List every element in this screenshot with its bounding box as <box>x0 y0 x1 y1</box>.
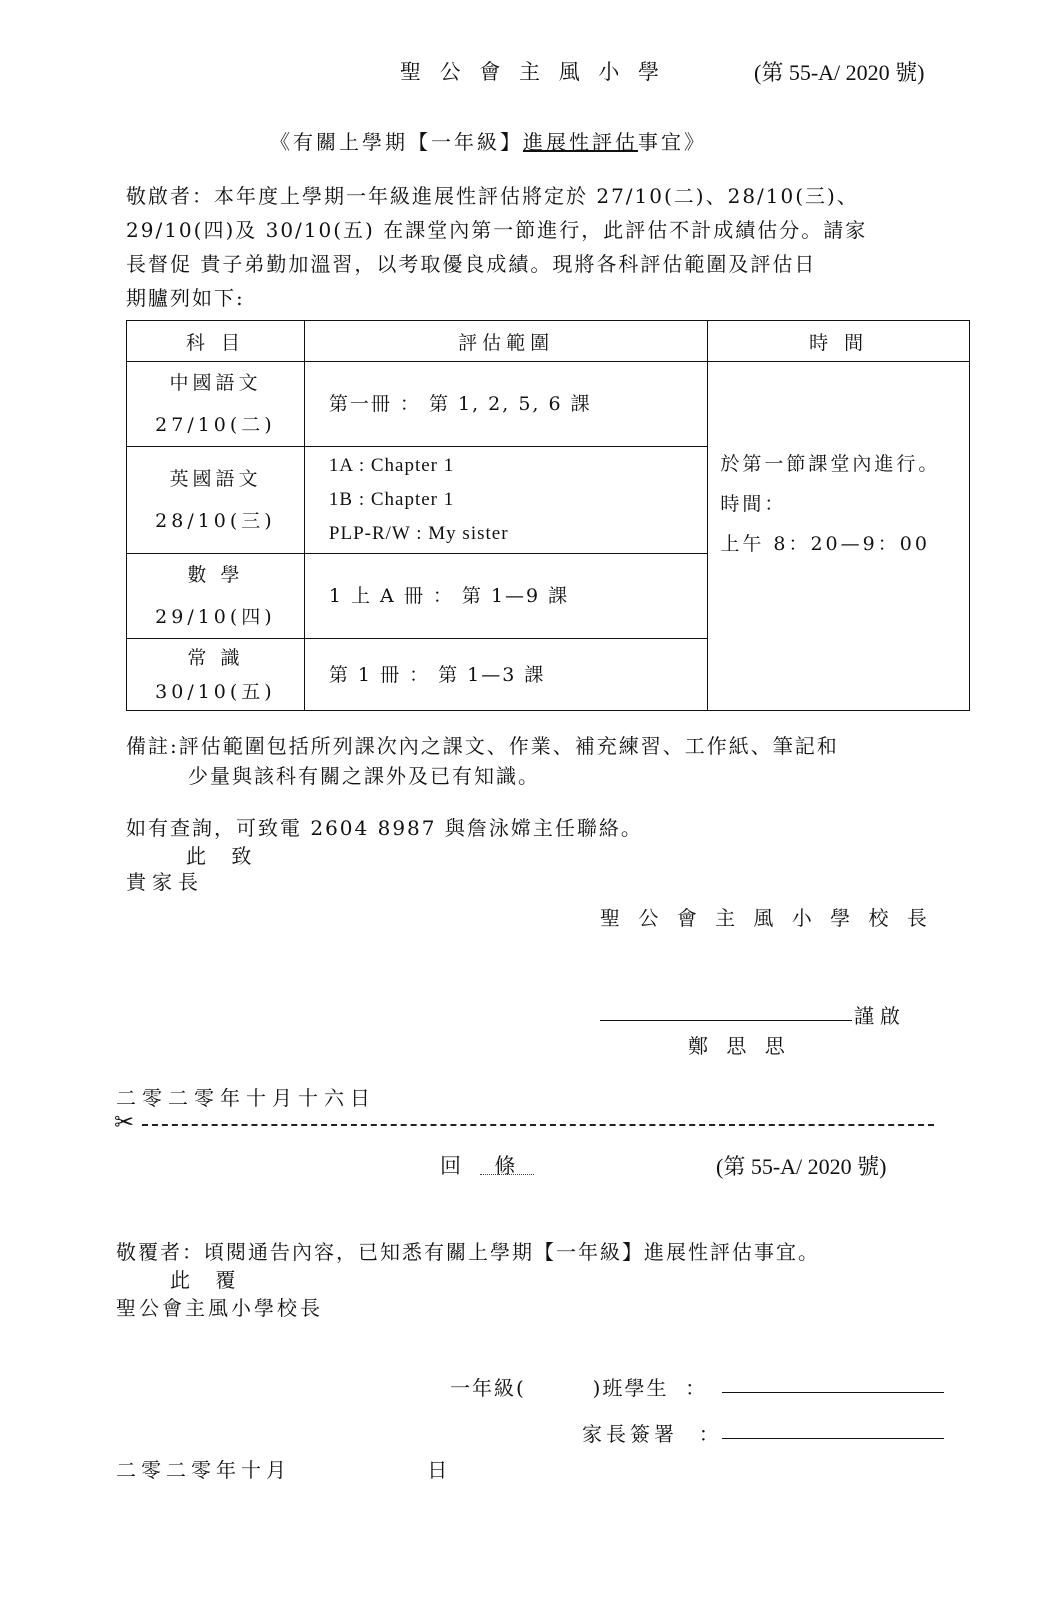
subject-cell <box>127 639 305 711</box>
header-subject: 科 目 <box>127 321 305 362</box>
subject-name: 數 學 <box>187 564 244 586</box>
body-line-4: 期臚列如下: <box>126 286 245 310</box>
jin-qi: 謹啟 <box>854 1004 906 1028</box>
cut-line <box>142 1124 934 1126</box>
time-line-2: 時間： <box>720 493 787 515</box>
reply-title: 回 條 <box>440 1154 516 1178</box>
title-open: 《有關上學期【一年級】 <box>270 130 523 154</box>
recipient: 貴家長 <box>126 870 204 894</box>
subject-name: 中國語文 <box>169 372 262 394</box>
contact-info: 如有查詢，可致電 2604 8987 與詹泳嫦主任聯絡。 <box>126 816 643 840</box>
reply-title-underline <box>480 1174 534 1175</box>
principal-name: 鄭 思 思 <box>688 1034 791 1058</box>
scope-line: 第 1 冊 ： 第 1—3 課 <box>328 663 546 686</box>
subject-cell <box>127 447 305 554</box>
student-field[interactable] <box>722 1392 944 1393</box>
scope-line: 1A : Chapter 1 <box>328 455 455 476</box>
scope-cell <box>304 362 707 447</box>
parent-signature-label: 家長簽署 ： <box>582 1422 723 1446</box>
notice-date: 二零二零年十月十六日 <box>116 1086 376 1110</box>
subject-name: 英國語文 <box>169 468 262 490</box>
time-line-3: 上午 8：20—9：00 <box>720 533 930 555</box>
subject-cell <box>127 362 305 447</box>
time-line-1: 於第一節課堂內進行。 <box>720 453 941 475</box>
remarks-line-1: 備註:評估範圍包括所列課次內之課文、作業、補充練習、工作紙、筆記和 <box>126 734 839 758</box>
reply-line-1: 敬覆者：頃閱通告內容，已知悉有關上學期【一年級】進展性評估事宜。 <box>116 1240 820 1264</box>
scope-cell <box>304 554 707 639</box>
body-line-1: 敬啟者：本年度上學期一年級進展性評估將定於 27/10(二)、28/10(三)、 <box>126 184 859 208</box>
title-underlined: 進展性評估 <box>523 130 638 154</box>
parent-signature-field[interactable] <box>722 1438 944 1439</box>
scope-line: 1B : Chapter 1 <box>328 489 455 510</box>
subject-cell <box>127 554 305 639</box>
scope-cell <box>304 639 707 711</box>
reply-ci-fu: 此 覆 <box>170 1268 236 1292</box>
table-row <box>127 362 970 447</box>
scope-line: 1 上 A 冊 ： 第 1—9 課 <box>328 585 570 607</box>
subject-date: 27/10(二) <box>155 414 276 436</box>
notice-title <box>270 126 707 155</box>
body-line-2: 29/10(四)及 30/10(五) 在課堂內第一節進行，此評估不計成績估分。請家 <box>126 218 868 242</box>
reply-reference-number: (第 55-A/ 2020 號) <box>716 1154 887 1179</box>
subject-date: 29/10(四) <box>155 606 276 628</box>
table-header-row <box>127 321 970 362</box>
scope-cell <box>304 447 707 554</box>
school-name: 聖 公 會 主 風 小 學 <box>400 60 666 84</box>
body-line-3: 長督促 貴子弟勤加溫習，以考取優良成績。現將各科評估範圍及評估日 <box>126 252 817 276</box>
subject-name: 常 識 <box>187 646 244 669</box>
reply-date: 二零二零年十月 日 <box>116 1458 453 1482</box>
closing-ci-zhi: 此 致 <box>186 844 252 868</box>
scope-line: PLP-R/W : My sister <box>328 523 509 544</box>
sender: 聖 公 會 主 風 小 學 校 長 <box>600 906 933 930</box>
header-scope: 評估範圍 <box>304 321 707 362</box>
subject-date: 28/10(三) <box>155 510 276 532</box>
scissors-icon: ✂ <box>114 1108 135 1136</box>
reference-number: (第 55-A/ 2020 號) <box>754 60 925 85</box>
subject-date: 30/10(五) <box>155 680 276 703</box>
assessment-schedule-table <box>126 320 970 711</box>
time-cell <box>708 362 970 711</box>
scope-line: 第一冊 ： 第 1, 2, 5, 6 課 <box>328 393 592 415</box>
signature-line <box>600 1020 852 1021</box>
reply-addressee: 聖公會主風小學校長 <box>116 1296 323 1320</box>
title-close: 事宜》 <box>638 130 707 154</box>
student-label: 一年級( )班學生 ： <box>450 1376 708 1400</box>
header-time: 時 間 <box>708 321 970 362</box>
remarks-line-2: 少量與該科有關之課外及已有知識。 <box>188 764 540 788</box>
